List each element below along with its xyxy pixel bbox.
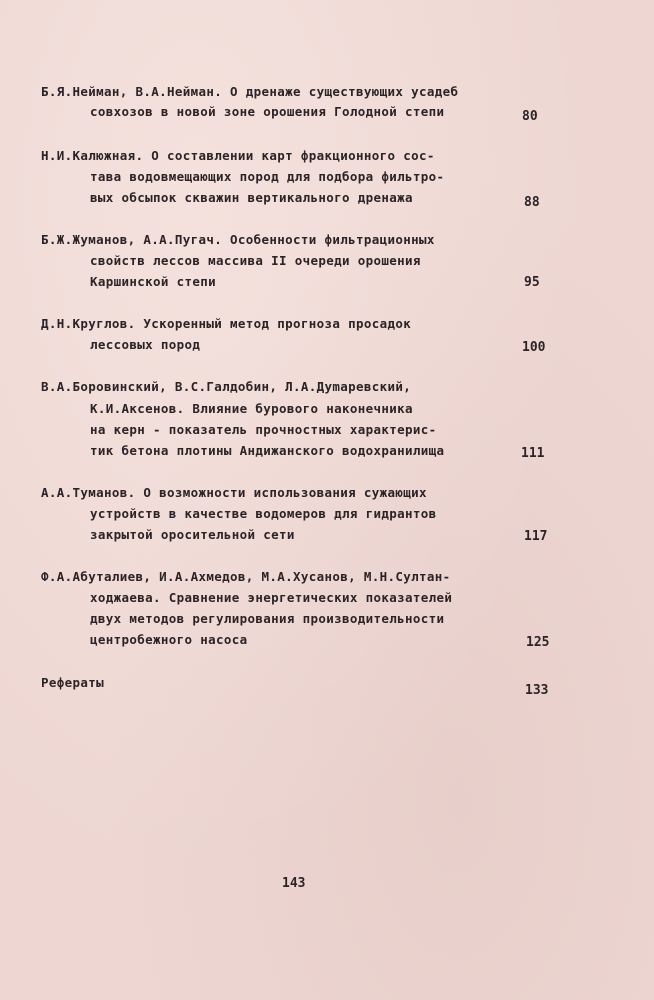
entry-page-number: 125 xyxy=(526,635,550,650)
entry-line: Ф.А.Абуталиев, И.А.Ахмедов, М.А.Хусанов, М.Н.Султан- xyxy=(41,569,451,584)
entry-line: вых обсыпок скважин вертикального дренажа xyxy=(90,190,413,205)
entry-line: ходжаева. Сравнение энергетических показателей xyxy=(90,590,453,605)
entry-line: Б.Я.Нейман, В.А.Нейман. О дренаже существующих усадеб xyxy=(41,84,459,99)
entry-page-number: 117 xyxy=(524,529,548,544)
entry-line: совхозов в новой зоне орошения Голодной степи xyxy=(90,104,445,119)
entry-page-number: 133 xyxy=(525,683,549,698)
entry-line: на керн - показатель прочностных характерис- xyxy=(90,422,437,437)
entry-line: Рефераты xyxy=(41,675,105,690)
entry-line: тик бетона плотины Андижанского водохранилища xyxy=(90,443,445,458)
page-number: 143 xyxy=(282,876,306,891)
entry-line: центробежного насоса xyxy=(90,632,248,647)
entry-line: К.И.Аксенов. Влияние бурового наконечника xyxy=(90,401,413,416)
entry-line: двух методов регулирования производительности xyxy=(90,611,445,626)
entry-line: тава водовмещающих пород для подбора фильтро- xyxy=(90,169,445,184)
entry-line: Н.И.Калюжная. О составлении карт фракционного сос- xyxy=(41,148,435,163)
entry-page-number: 88 xyxy=(524,195,540,210)
entry-page-number: 80 xyxy=(522,109,538,124)
entry-line: устройств в качестве водомеров для гидрантов xyxy=(90,506,437,521)
entry-line: свойств лессов массива II очереди орошения xyxy=(90,253,421,268)
entry-line: В.А.Боровинский, В.С.Галдобин, Л.А.Дуmаревский, xyxy=(41,379,412,394)
entry-page-number: 111 xyxy=(521,446,545,461)
entry-page-number: 100 xyxy=(522,340,546,355)
entry-line: А.А.Туманов. О возможности использования сужающих xyxy=(41,485,427,500)
entry-line: Б.Ж.Жуманов, А.А.Пугач. Особенности фильтрационных xyxy=(41,232,435,247)
entry-line: закрытой оросительной сети xyxy=(90,527,295,542)
entry-line: Д.Н.Круглов. Ускоренный метод прогноза просадок xyxy=(41,316,412,331)
entry-line: Каршинской степи xyxy=(90,274,217,289)
entry-page-number: 95 xyxy=(524,275,540,290)
entry-line: лессовых пород xyxy=(90,337,201,352)
